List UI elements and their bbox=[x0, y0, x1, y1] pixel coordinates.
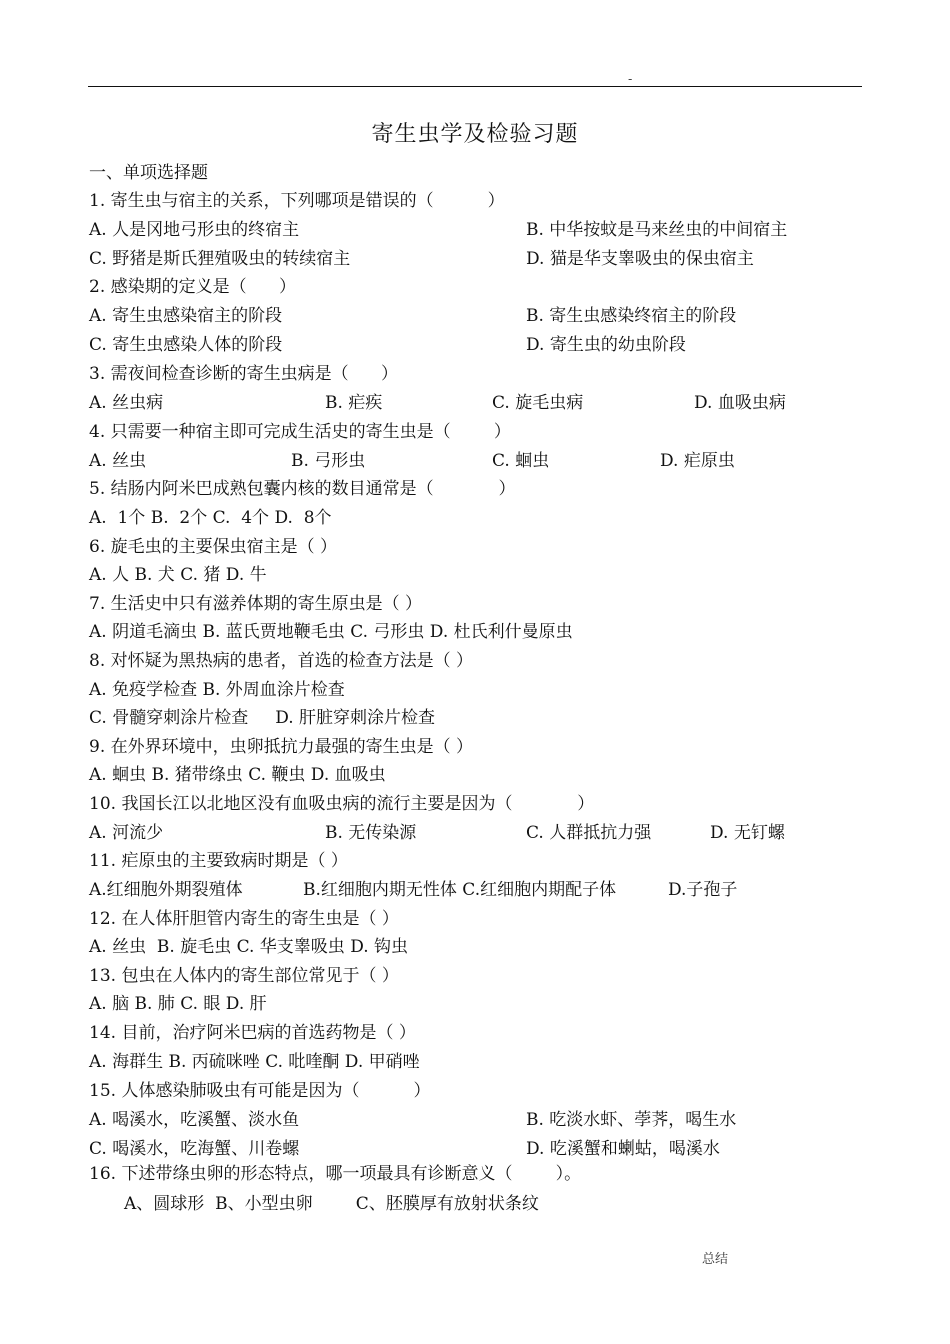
question-5-options: A. 1个 B. 2个 C. 4个 D. 8个 bbox=[89, 508, 332, 528]
question-11-option-b-c: B.红细胞内期无性体 C.红细胞内期配子体 bbox=[303, 880, 617, 900]
question-16-stem: 16. 下述带绦虫卵的形态特点，哪一项最具有诊断意义（ ）。 bbox=[89, 1164, 582, 1184]
question-13-stem: 13. 包虫在人体内的寄生部位常见于（ ） bbox=[89, 966, 399, 986]
question-1-option-a: A. 人是冈地弓形虫的终宿主 bbox=[89, 220, 300, 240]
question-10-option-a: A. 河流少 bbox=[89, 823, 164, 843]
question-8-options-line1: A. 免疫学检查 B. 外周血涂片检查 bbox=[89, 680, 345, 700]
question-10-option-b: B. 无传染源 bbox=[325, 823, 417, 843]
question-2-stem: 2. 感染期的定义是（ ） bbox=[89, 277, 297, 297]
question-15-option-c: C. 喝溪水，吃海蟹、川卷螺 bbox=[89, 1139, 300, 1159]
question-7-stem: 7. 生活史中只有滋养体期的寄生原虫是（ ） bbox=[89, 594, 423, 614]
page-footer: 总结 bbox=[702, 1252, 729, 1267]
header-rule bbox=[88, 86, 862, 87]
question-3-stem: 3. 需夜间检查诊断的寄生虫病是（ ） bbox=[89, 364, 399, 384]
question-1-option-d: D. 猫是华支睾吸虫的保虫宿主 bbox=[526, 249, 754, 269]
question-15-stem: 15. 人体感染肺吸虫有可能是因为（ ） bbox=[89, 1081, 431, 1101]
question-9-stem: 9. 在外界环境中，虫卵抵抗力最强的寄生虫是（ ） bbox=[89, 737, 474, 757]
question-10-stem: 10. 我国长江以北地区没有血吸虫病的流行主要是因为（ ） bbox=[89, 794, 595, 814]
question-2-option-a: A. 寄生虫感染宿主的阶段 bbox=[89, 306, 283, 326]
question-1-option-b: B. 中华按蚊是马来丝虫的中间宿主 bbox=[526, 220, 788, 240]
question-8-options-line2: C. 骨髓穿刺涂片检查 D. 肝脏穿刺涂片检查 bbox=[89, 708, 436, 728]
question-8-stem: 8. 对怀疑为黑热病的患者，首选的检查方法是（ ） bbox=[89, 651, 474, 671]
question-3-option-a: A. 丝虫病 bbox=[89, 393, 164, 413]
question-2-option-d: D. 寄生虫的幼虫阶段 bbox=[526, 335, 686, 355]
question-6-stem: 6. 旋毛虫的主要保虫宿主是（ ） bbox=[89, 537, 338, 557]
question-12-stem: 12. 在人体肝胆管内寄生的寄生虫是（ ） bbox=[89, 909, 399, 929]
question-7-options: A. 阴道毛滴虫 B. 蓝氏贾地鞭毛虫 C. 弓形虫 D. 杜氏利什曼原虫 bbox=[89, 622, 573, 642]
question-14-stem: 14. 目前，治疗阿米巴病的首选药物是（ ） bbox=[89, 1023, 416, 1043]
question-3-option-c: C. 旋毛虫病 bbox=[492, 393, 584, 413]
question-4-option-d: D. 疟原虫 bbox=[660, 451, 735, 471]
question-11-stem: 11. 疟原虫的主要致病时期是（ ） bbox=[89, 851, 348, 871]
question-4-option-a: A. 丝虫 bbox=[89, 451, 147, 471]
question-15-option-b: B. 吃淡水虾、荸荠，喝生水 bbox=[526, 1110, 737, 1130]
question-9-options: A. 蛔虫 B. 猪带绦虫 C. 鞭虫 D. 血吸虫 bbox=[89, 765, 386, 785]
question-1-stem: 1. 寄生虫与宿主的关系，下列哪项是错误的（ ） bbox=[89, 191, 505, 211]
question-4-option-b: B. 弓形虫 bbox=[291, 451, 366, 471]
question-13-options: A. 脑 B. 肺 C. 眼 D. 肝 bbox=[89, 994, 267, 1014]
question-11-option-d: D.子孢子 bbox=[668, 880, 738, 900]
question-15-option-d: D. 吃溪蟹和蝲蛄，喝溪水 bbox=[526, 1139, 720, 1159]
question-10-option-c: C. 人群抵抗力强 bbox=[526, 823, 652, 843]
question-5-stem: 5. 结肠内阿米巴成熟包囊内核的数目通常是（ ） bbox=[89, 479, 516, 499]
question-3-option-b: B. 疟疾 bbox=[325, 393, 383, 413]
question-3-option-d: D. 血吸虫病 bbox=[694, 393, 786, 413]
header-mark: - bbox=[628, 72, 633, 86]
section-heading: 一、单项选择题 bbox=[89, 163, 208, 183]
question-14-options: A. 海群生 B. 丙硫咪唑 C. 吡喹酮 D. 甲硝唑 bbox=[89, 1052, 420, 1072]
question-11-option-a: A.红细胞外期裂殖体 bbox=[89, 880, 243, 900]
question-2-option-c: C. 寄生虫感染人体的阶段 bbox=[89, 335, 283, 355]
question-12-options: A. 丝虫 B. 旋毛虫 C. 华支睾吸虫 D. 钩虫 bbox=[89, 937, 409, 957]
question-15-option-a: A. 喝溪水，吃溪蟹、淡水鱼 bbox=[89, 1110, 300, 1130]
question-16-options: A、圆球形 B、小型虫卵 C、胚膜厚有放射状条纹 bbox=[124, 1194, 539, 1214]
question-6-options: A. 人 B. 犬 C. 猪 D. 牛 bbox=[89, 565, 267, 585]
question-2-option-b: B. 寄生虫感染终宿主的阶段 bbox=[526, 306, 737, 326]
question-1-option-c: C. 野猪是斯氏狸殖吸虫的转续宿主 bbox=[89, 249, 351, 269]
question-4-option-c: C. 蛔虫 bbox=[492, 451, 550, 471]
question-4-stem: 4. 只需要一种宿主即可完成生活史的寄生虫是（ ） bbox=[89, 422, 511, 442]
question-10-option-d: D. 无钉螺 bbox=[710, 823, 785, 843]
page-title: 寄生虫学及检验习题 bbox=[371, 122, 579, 147]
